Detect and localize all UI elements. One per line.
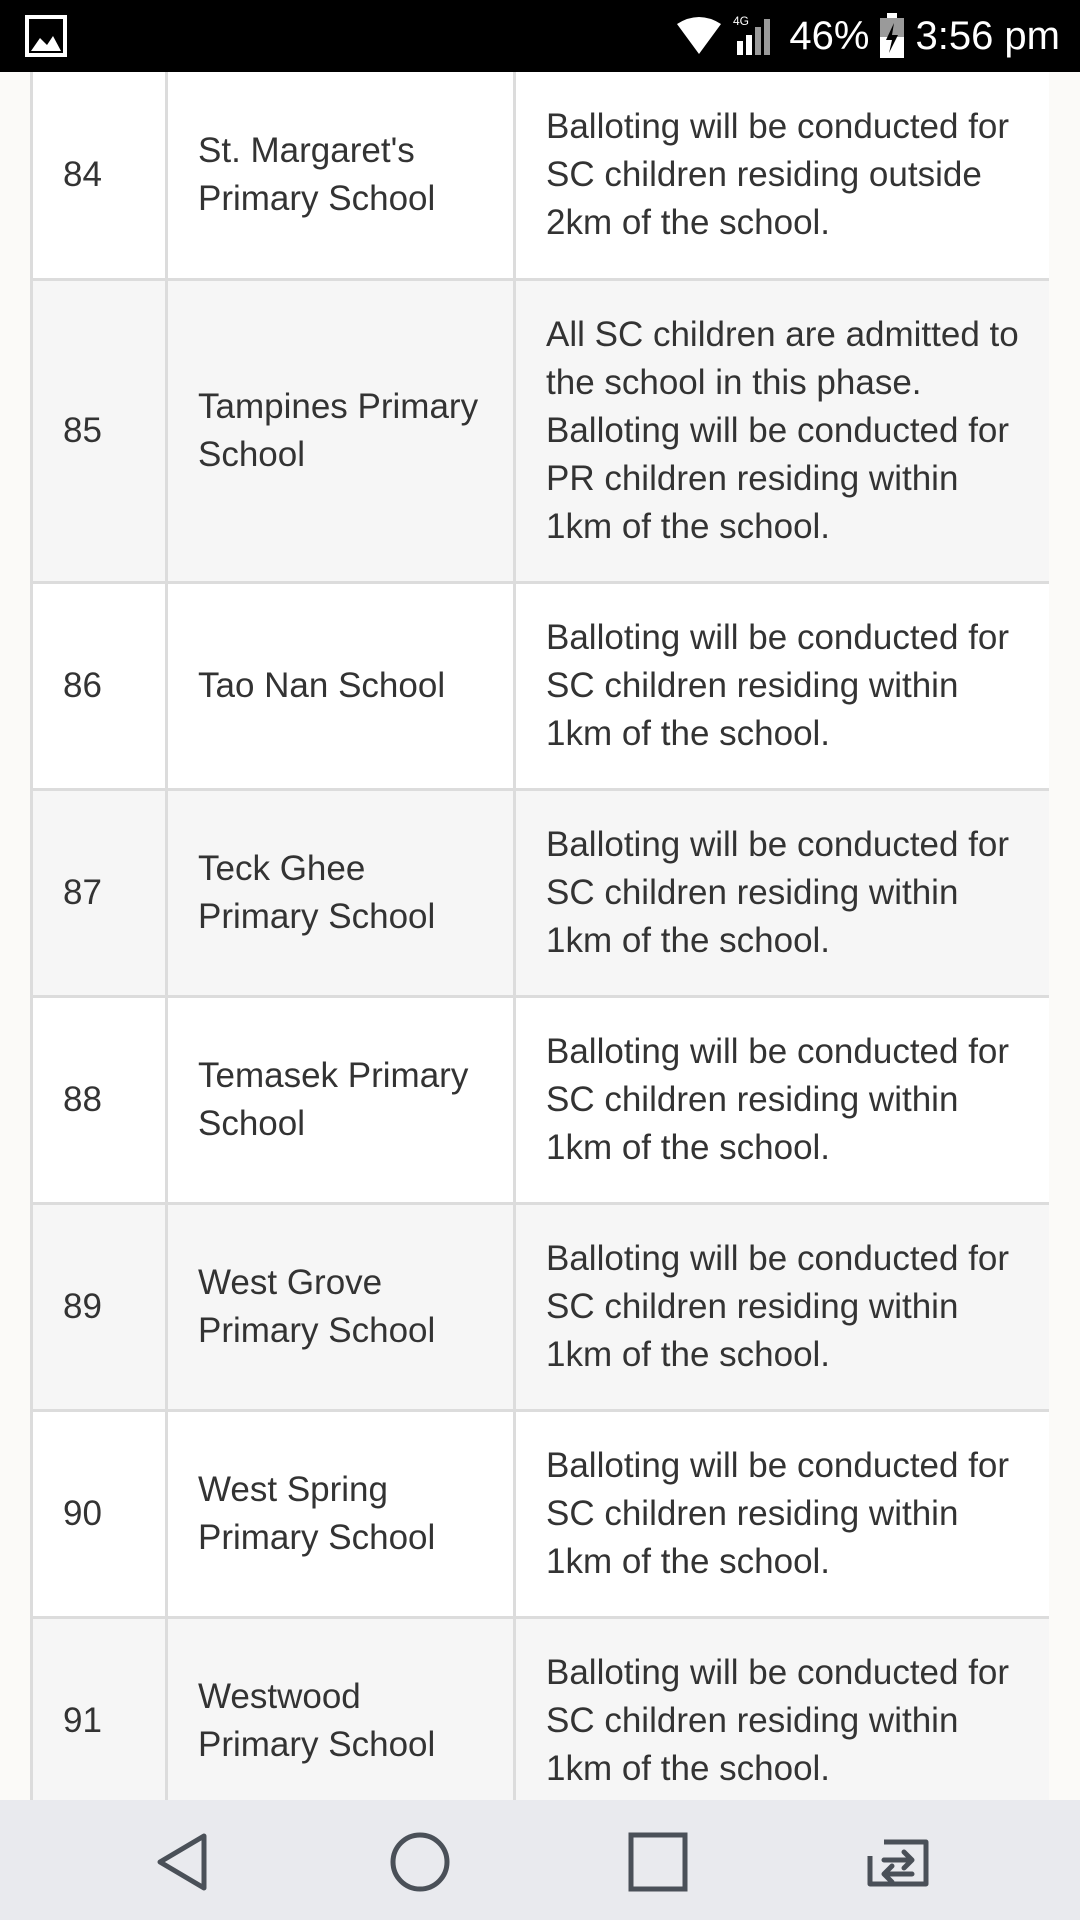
remark: All SC children are admitted to the school in this phase. Balloting will be conducted for PR children residing within 1km of the school. — [515, 279, 1050, 582]
clock: 3:56 pm — [915, 14, 1060, 58]
row-number: 89 — [32, 1203, 167, 1410]
school-name: West Spring Primary School — [167, 1410, 515, 1617]
wifi-icon — [675, 16, 723, 56]
remark: Balloting will be conducted for SC children residing within 1km of the school. — [515, 582, 1050, 789]
row-number: 87 — [32, 789, 167, 996]
battery-percent: 46% — [789, 14, 870, 58]
status-indicators — [675, 0, 1060, 72]
home-icon[interactable] — [388, 1830, 452, 1894]
school-name: Tampines Primary School — [167, 279, 515, 582]
recents-icon[interactable] — [626, 1830, 690, 1894]
dual-window-icon[interactable] — [862, 1830, 934, 1894]
table-row — [32, 1410, 1050, 1617]
school-name: Westwood Primary School — [167, 1617, 515, 1800]
row-number: 91 — [32, 1617, 167, 1800]
table-row — [32, 996, 1050, 1203]
school-name: Tao Nan School — [167, 582, 515, 789]
row-number: 88 — [32, 996, 167, 1203]
row-number: 85 — [32, 279, 167, 582]
table-row — [32, 279, 1050, 582]
table-row — [32, 789, 1050, 996]
row-number: 86 — [32, 582, 167, 789]
remark: Balloting will be conducted for SC children residing within 1km of the school. — [515, 996, 1050, 1203]
table-scroll-area[interactable] — [30, 72, 1049, 1800]
ballot-table — [30, 72, 1049, 1800]
back-icon[interactable] — [150, 1830, 214, 1894]
navigation-bar — [0, 1800, 1080, 1920]
table-row — [32, 72, 1050, 279]
cellular-signal-icon — [733, 13, 779, 59]
battery-charging-icon — [879, 13, 905, 59]
table-row — [32, 1617, 1050, 1800]
table-row — [32, 582, 1050, 789]
gallery-notification-icon — [24, 14, 68, 58]
remark: Balloting will be conducted for SC children residing within 1km of the school. — [515, 1617, 1050, 1800]
school-name: Teck Ghee Primary School — [167, 789, 515, 996]
table-row — [32, 1203, 1050, 1410]
row-number: 90 — [32, 1410, 167, 1617]
school-name: Temasek Primary School — [167, 996, 515, 1203]
remark: Balloting will be conducted for SC children residing within 1km of the school. — [515, 1410, 1050, 1617]
remark: Balloting will be conducted for SC children residing within 1km of the school. — [515, 789, 1050, 996]
status-bar — [0, 0, 1080, 72]
remark: Balloting will be conducted for SC children residing within 1km of the school. — [515, 1203, 1050, 1410]
svg-text:4G: 4G — [733, 14, 750, 28]
school-name: St. Margaret's Primary School — [167, 72, 515, 279]
remark: Balloting will be conducted for SC children residing outside 2km of the school. — [515, 72, 1050, 279]
school-name: West Grove Primary School — [167, 1203, 515, 1410]
row-number: 84 — [32, 72, 167, 279]
